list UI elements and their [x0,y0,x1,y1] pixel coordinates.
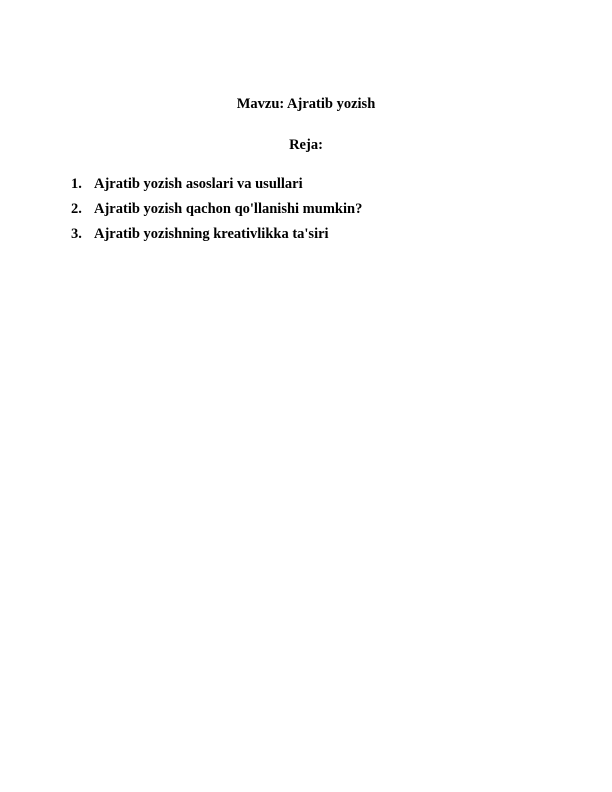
plan-item [71,175,362,200]
plan-item-text: Ajratib yozish qachon qo'llanishi mumkin? [94,201,363,217]
plan-item-number: 3. [71,226,82,242]
plan-item-number: 2. [71,201,82,217]
plan-item-text: Ajratib yozishning kreativlikka ta'siri [94,226,329,242]
plan-item [71,200,362,225]
plan-item-number: 1. [71,176,82,192]
document-title: Mavzu: Ajratib yozish [236,96,376,112]
plan-heading: Reja: [289,137,323,153]
plan-list [71,175,362,250]
plan-item [71,225,362,250]
plan-item-text: Ajratib yozish asoslari va usullari [94,176,303,192]
